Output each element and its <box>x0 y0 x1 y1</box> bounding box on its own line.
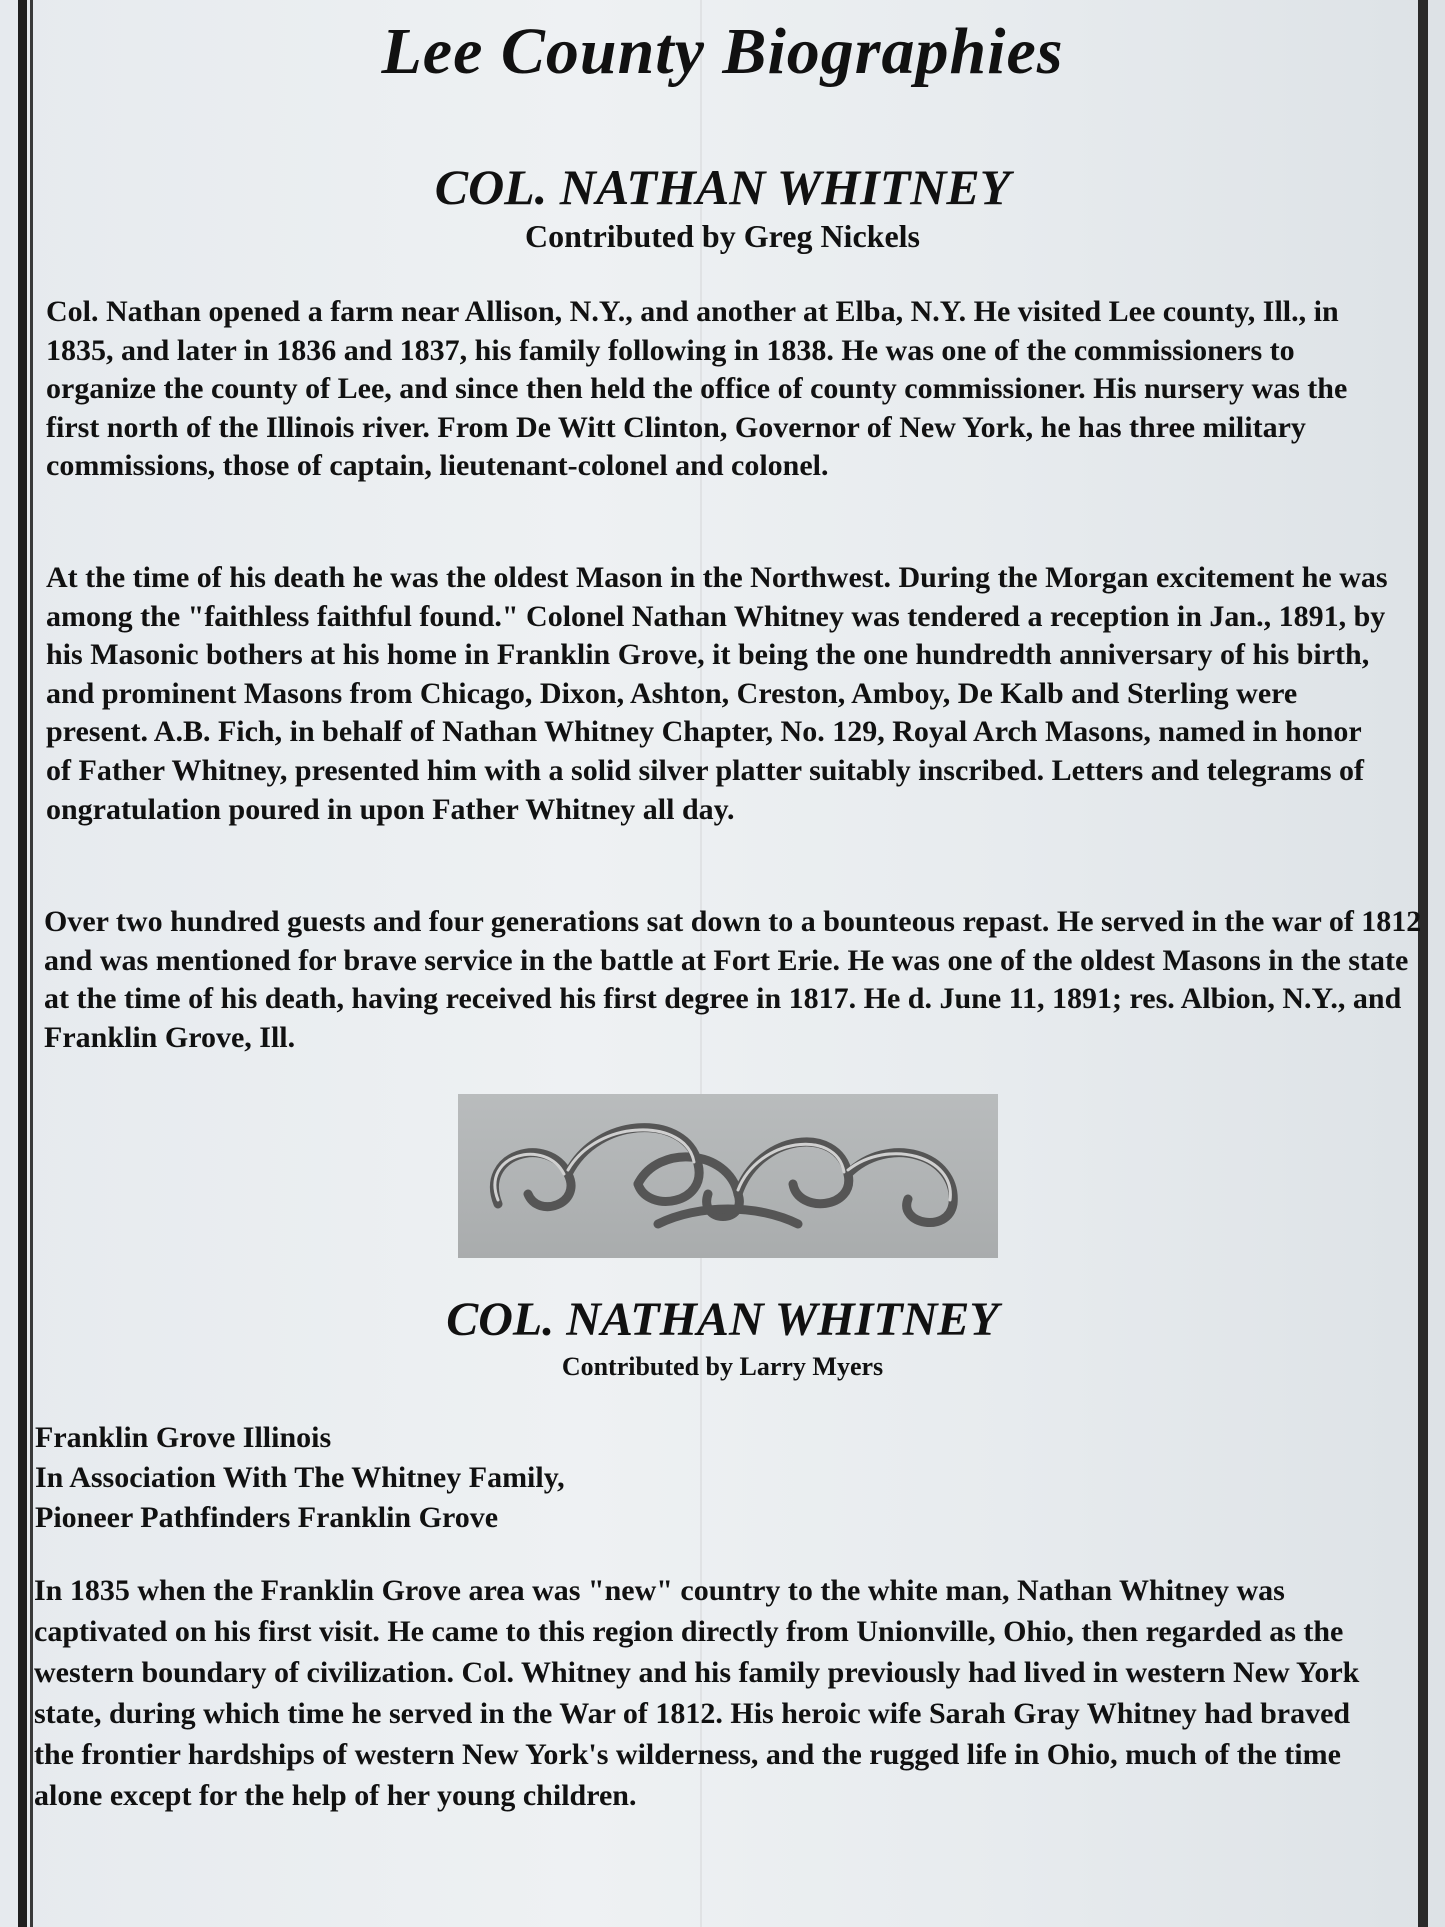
address-line: Pioneer Pathfinders Franklin Grove <box>35 1501 499 1534</box>
address-line: In Association With The Whitney Family, <box>35 1461 565 1494</box>
left-border-rule-inner <box>30 0 33 1927</box>
section1-paragraph-3: Over two hundred guests and four generations sat down to a bounteous repast. He served in the war of 1812 and was mentioned for brave service in the battle at Fort Erie. He was one of the oldest Masons in the state at the time of his death, having received his first degree in 1817. He d. June 11, 1891; res. Albion, N.Y., and Franklin Grove, Ill. <box>44 905 1422 1054</box>
left-border-rule <box>18 0 27 1927</box>
section1-paragraph-1: Col. Nathan opened a farm near Allison, N.Y., and another at Elba, N.Y. He visited Lee county, Ill., in 1835, and later in 1836 and 1837, his family following in 1838. He was one of the commissioners to organize the county of Lee, and since then held the office of county commissioner. His nursery was the first north of the Illinois river. From De Witt Clinton, Governor of New York, he has three military commissions, those of captain, lieutenant-colonel and colonel. <box>46 295 1348 483</box>
section2-address-block <box>35 1418 1135 1538</box>
section2-heading: COL. NATHAN WHITNEY <box>446 1293 999 1346</box>
page-title: Lee County Biographies <box>381 15 1064 88</box>
section2-byline: Contributed by Larry Myers <box>561 1352 884 1381</box>
address-line: Franklin Grove Illinois <box>35 1421 332 1454</box>
section1-heading: COL. NATHAN WHITNEY <box>434 159 1011 215</box>
section1-paragraph-2: At the time of his death he was the oldest Mason in the Northwest. During the Morgan excitement he was among the "faithless faithful found." Colonel Nathan Whitney was tendered a reception in Jan., 1891, by his Masonic bothers at his home in Franklin Grove, it being the one hundredth anniversary of his birth, and prominent Masons from Chicago, Dixon, Ashton, Creston, Amboy, De Kalb and Sterling were present. A.B. Fich, in behalf of Nathan Whitney Chapter, No. 129, Royal Arch Masons, named in honor of Father Whitney, presented him with a solid silver platter suitably inscribed. Letters and telegrams of ongratulation poured in upon Father Whitney all day. <box>46 561 1388 826</box>
section1-byline: Contributed by Greg Nickels <box>525 218 920 254</box>
section2-paragraph: In 1835 when the Franklin Grove area was "new" country to the white man, Nathan Whitney was captivated on his first visit. He came to this region directly from Unionville, Ohio, then regarded as the western boundary of civilization. Col. Whitney and his family previously had lived in western New York state, during which time he served in the War of 1812. His heroic wife Sarah Gray Whitney had braved the frontier hardships of western New York's wilderness, and the rugged life in Ohio, much of the time alone except for the help of her young children. <box>34 1574 1360 1812</box>
scroll-ornament-icon <box>458 1094 998 1258</box>
